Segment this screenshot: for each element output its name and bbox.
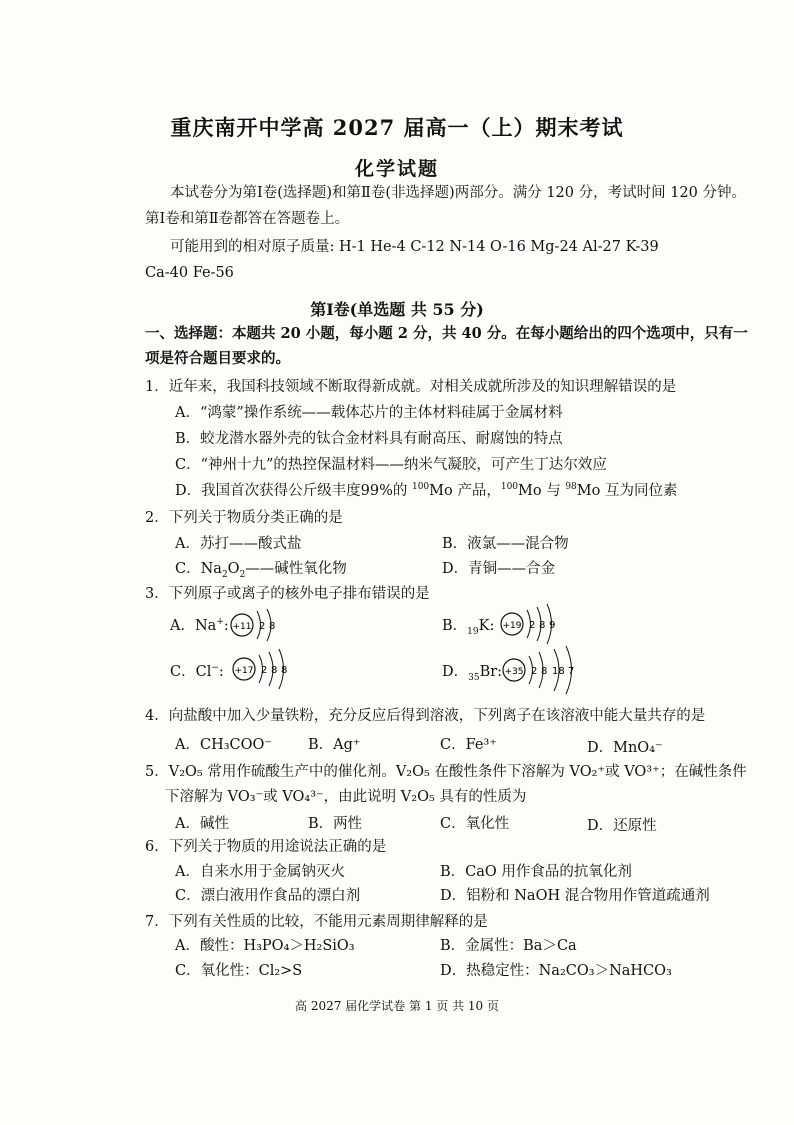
exam-title: 重庆南开中学高 2027 届高一（上）期末考试 (170, 115, 624, 140)
q3-option-d-diagram (500, 643, 590, 697)
q1-stem: 1．近年来，我国科技领域不断取得新成就。对相关成就所涉及的知识理解错误的是 (145, 379, 677, 395)
q2-stem: 2．下列关于物质分类正确的是 (145, 510, 343, 526)
svg-text:9: 9 (549, 620, 556, 631)
q3-stem: 3．下列原子或离子的核外电子排布错误的是 (145, 586, 430, 602)
q3-option-b-diagram (498, 600, 570, 648)
q4-stem: 4．向盐酸中加入少量铁粉，充分反应后得到溶液，下列离子在该溶液中能大量共存的是 (145, 708, 706, 724)
svg-text:+17: +17 (234, 666, 254, 676)
svg-text:2: 2 (529, 620, 536, 631)
svg-text:8: 8 (271, 665, 278, 676)
q3-option-a-label: A．Na+: (170, 617, 229, 634)
q6-stem: 6．下列关于物质的用途说法正确的是 (145, 839, 387, 855)
q6-option-c: C．漂白液用作食品的漂白剂 (175, 888, 361, 904)
exam-subtitle: 化学试题 (354, 158, 439, 180)
q4-option-b: B．Ag⁺ (308, 737, 361, 753)
q6-option-a: A．自来水用于金属钠灭火 (175, 864, 345, 880)
q5-option-a: A．碱性 (175, 816, 229, 832)
q7-stem: 7．下列有关性质的比较，不能用元素周期律解释的是 (145, 914, 488, 930)
q5-option-c: C．氧化性 (440, 816, 510, 832)
q7-option-a: A．酸性：H₃PO₄＞H₂SiO₃ (175, 938, 355, 954)
q3-option-c-diagram (230, 645, 302, 693)
section-title: 第Ⅰ卷(单选题 共 55 分) (310, 300, 484, 319)
section-instruction-2: 项是符合题目要求的。 (145, 350, 290, 367)
q5-option-b: B．两性 (308, 816, 363, 832)
q2-option-b: B．液氯——混合物 (442, 536, 569, 552)
svg-text:2: 2 (259, 621, 266, 632)
svg-text:8: 8 (281, 665, 288, 676)
page-footer: 高 2027 届化学试卷 第 1 页 共 10 页 (295, 999, 499, 1013)
q6-option-b: B．CaO 用作食品的抗氧化剂 (440, 864, 632, 880)
svg-text:8: 8 (269, 621, 276, 632)
svg-text:7: 7 (568, 666, 575, 677)
q5-stem-1: 5．V₂O₅ 常用作硫酸生产中的催化剂。V₂O₅ 在酸性条件下溶解为 VO₂⁺或 VO³⁺；在碱性条件 (145, 764, 747, 780)
q1-option-c: C．“神州十九”的热控保温材料——纳米气凝胶，可产生丁达尔效应 (175, 457, 607, 473)
svg-text:8: 8 (541, 666, 548, 677)
svg-text:2: 2 (531, 666, 538, 677)
q2-option-c: C．$Na_2O_2——$碱性氧化物 (175, 561, 347, 580)
svg-text:+11: +11 (232, 622, 252, 632)
q2-option-d: D．青铜——合金 (442, 561, 556, 577)
atomic-mass-line: 可能用到的相对原子质量: H-1 He-4 C-12 N-14 O-16 Mg-24 Al-27 K-39 (170, 239, 659, 255)
svg-text:8: 8 (539, 620, 546, 631)
q6-option-d: D．铝粉和 NaOH 混合物用作管道疏通剂 (440, 888, 710, 904)
q1-option-d: D．我国首次获得公斤级丰度99%的 $^{100}$Mo 产品，$^{100}$Mo 与 $^{98}$Mo 互为同位素 (175, 482, 678, 499)
q7-option-c: C．氧化性：Cl₂>S (175, 963, 303, 979)
q4-option-d: D．MnO₄⁻ (587, 740, 663, 756)
q7-option-b: B．金属性：Ba＞Ca (440, 938, 577, 954)
q1-option-a: A．“鸿蒙”操作系统——载体芯片的主体材料硅属于金属材料 (175, 405, 563, 421)
q3-option-a-diagram (228, 605, 288, 645)
q4-option-c: C．Fe³⁺ (440, 737, 497, 753)
q5-stem-2: 下溶解为 VO₃⁻或 VO₄³⁻，由此说明 V₂O₅ 具有的性质为 (165, 789, 527, 805)
atomic-mass-line-2: Ca-40 Fe-56 (145, 265, 234, 281)
svg-text:18: 18 (552, 666, 565, 677)
svg-text:+19: +19 (502, 621, 522, 631)
q3-option-b-label: B．$_{19}$K: (442, 618, 495, 637)
q2-option-a: A．苏打——酸式盐 (175, 536, 302, 552)
q4-option-a: A．CH₃COO⁻ (175, 737, 273, 753)
q5-option-d: D．还原性 (587, 818, 657, 834)
intro-line-2: 第Ⅰ卷和第Ⅱ卷都答在答题卷上。 (145, 211, 350, 227)
q1-option-b: B．蛟龙潜水器外壳的钛合金材料具有耐高压、耐腐蚀的特点 (175, 431, 563, 447)
intro-line-1: 本试卷分为第Ⅰ卷(选择题)和第Ⅱ卷(非选择题)两部分。满分 120 分，考试时间 120 分钟。 (170, 185, 746, 201)
q7-option-d: D．热稳定性：Na₂CO₃＞NaHCO₃ (440, 963, 672, 979)
q3-option-c-label: C．Cl−: (170, 663, 224, 680)
section-instruction-1: 一、选择题：本题共 20 小题，每小题 2 分，共 40 分。在每小题给出的四个选项中，只有一 (145, 325, 748, 342)
q3-option-d-label: D．$_{35}$Br: (442, 664, 503, 683)
svg-text:+35: +35 (504, 667, 524, 677)
svg-text:2: 2 (261, 665, 268, 676)
